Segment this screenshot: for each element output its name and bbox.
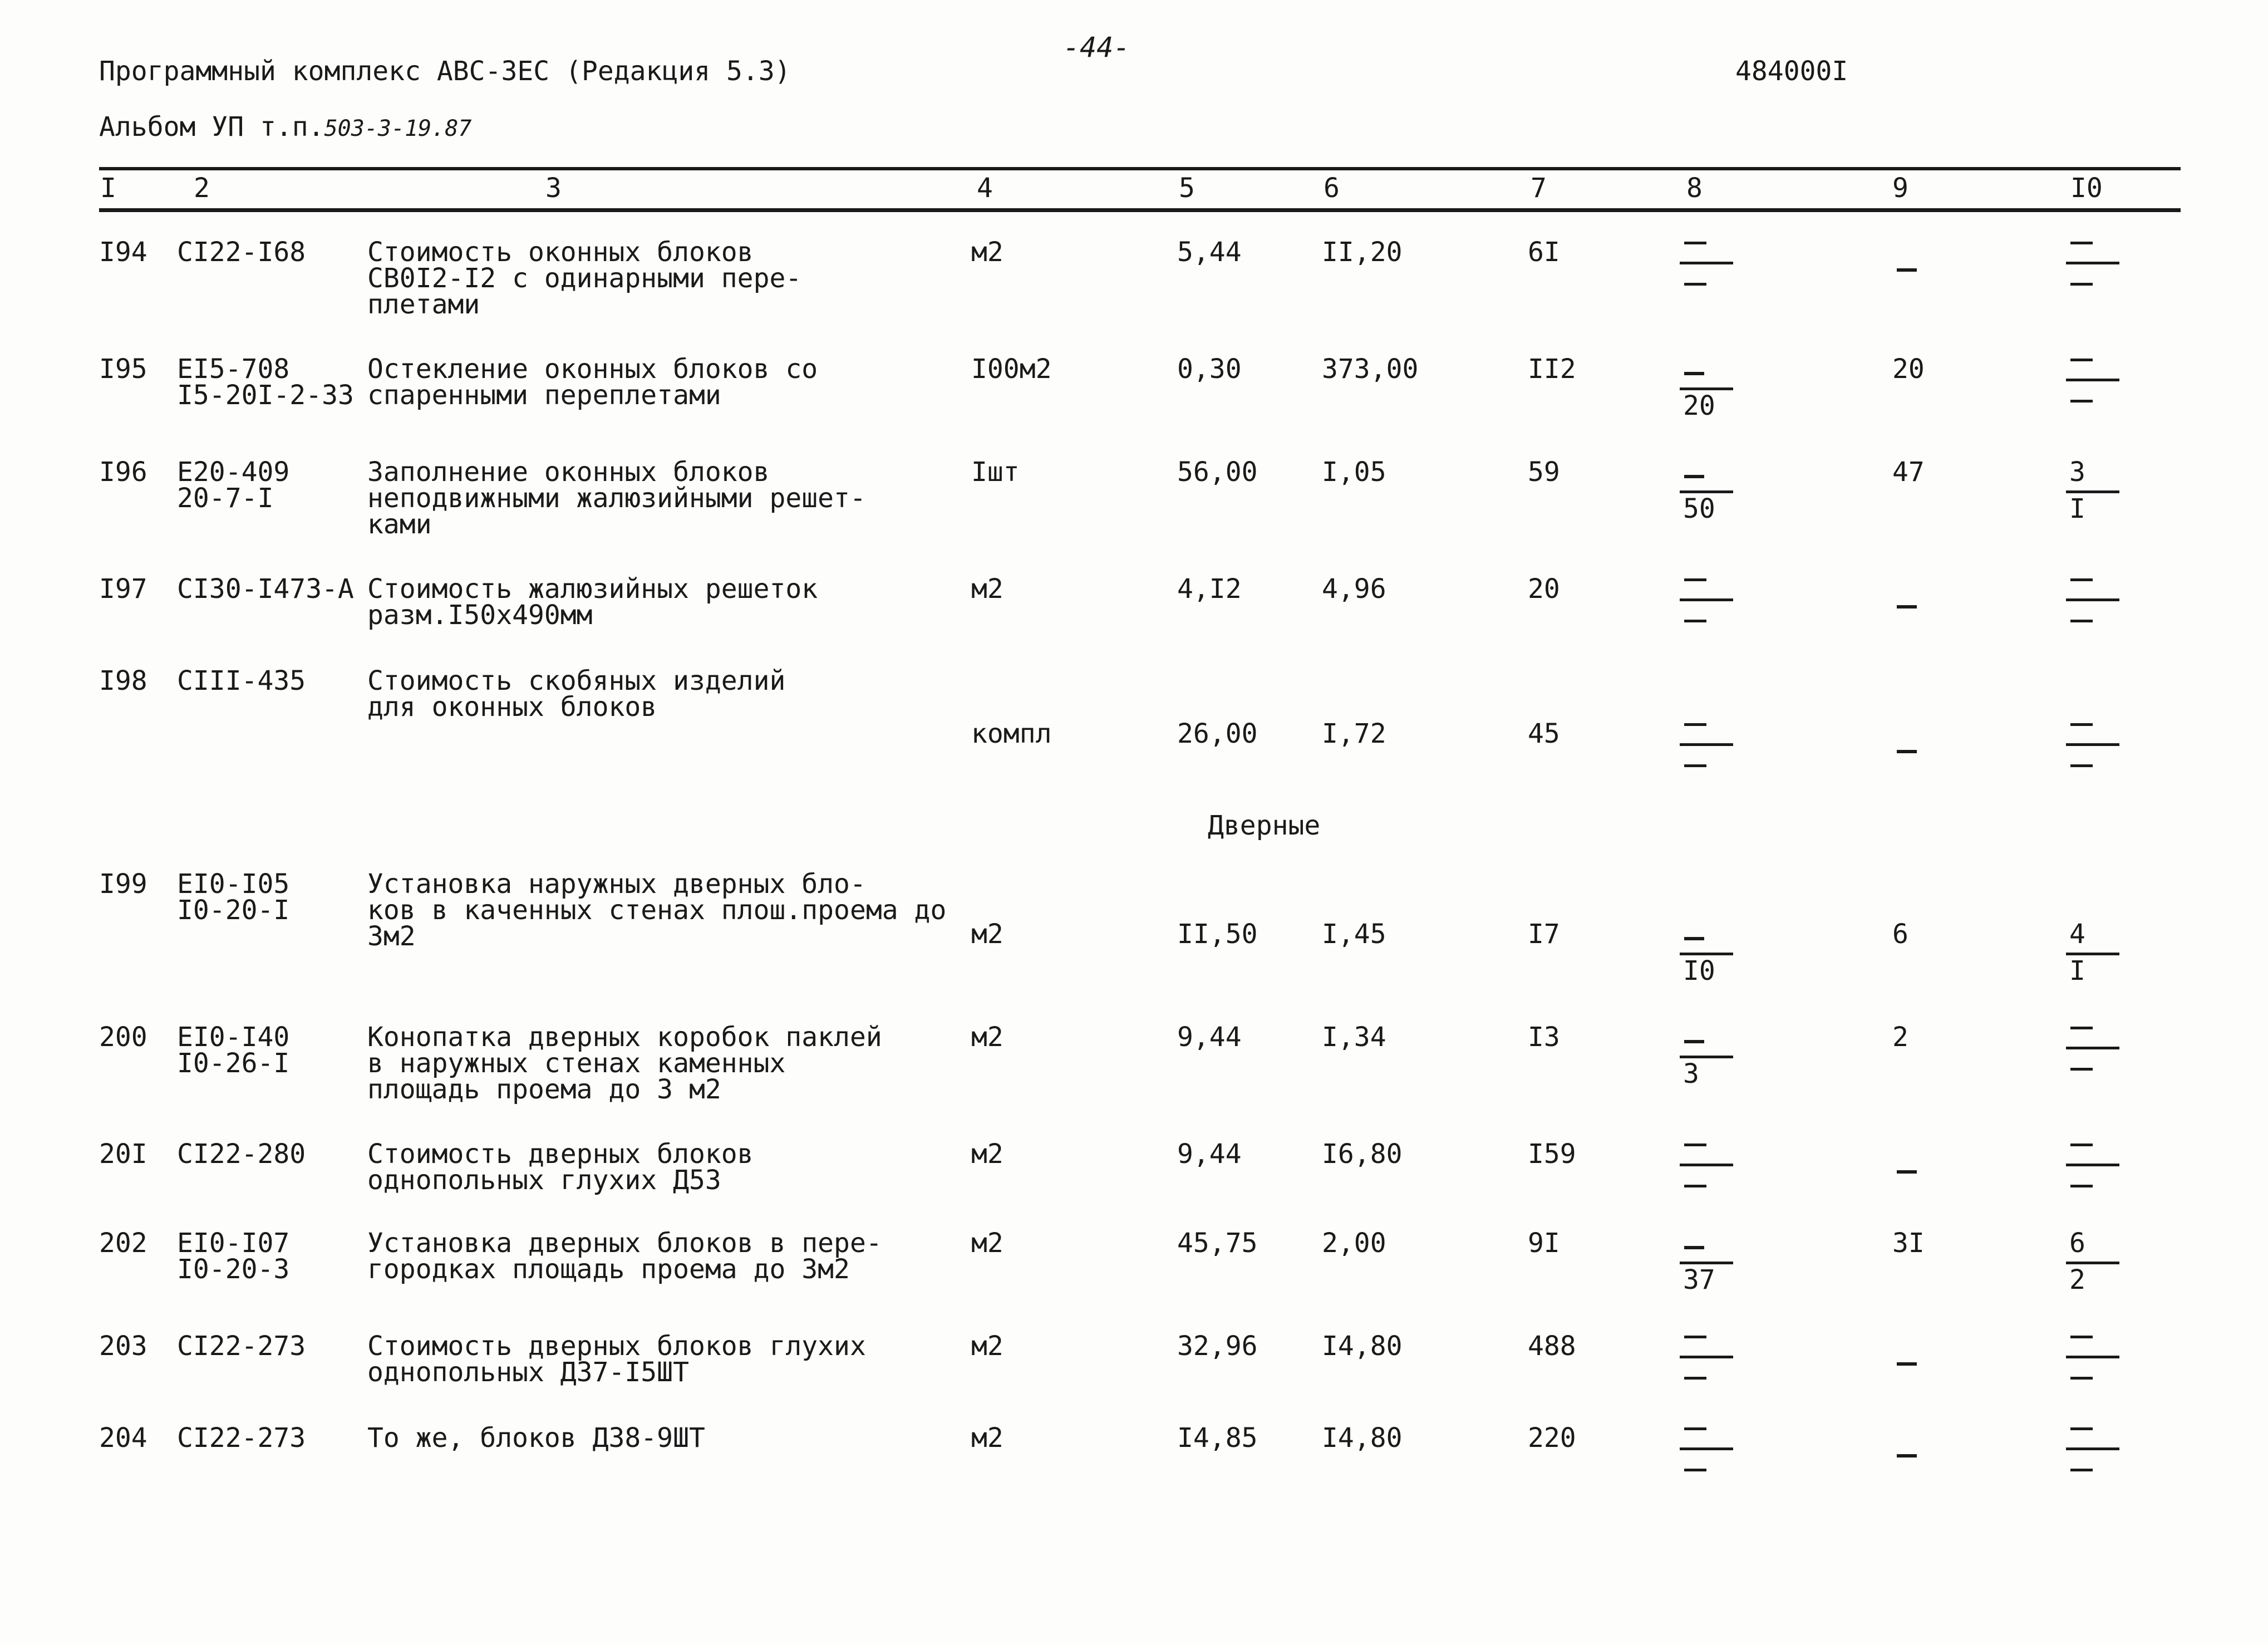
unit-price: I4,80	[1322, 1422, 1403, 1454]
quantity: 5,44	[1177, 237, 1242, 268]
document-code: 484000I	[1735, 56, 1848, 87]
column-header-8: 8	[1686, 173, 1703, 204]
fraction-denominator: 50	[1683, 493, 1715, 524]
unit-price: 2,00	[1322, 1228, 1386, 1259]
description-line: Конопатка дверных коробок паклей	[367, 1022, 882, 1053]
unit-price: I,34	[1322, 1022, 1386, 1053]
fraction-bar	[2066, 1164, 2119, 1166]
rate-code	[177, 868, 290, 926]
unit-price: I6,80	[1322, 1138, 1403, 1170]
description-line: неподвижными жалюзийными решет-	[367, 483, 866, 514]
description-line: Стоимость скобяных изделий	[367, 665, 786, 696]
work-description	[367, 868, 947, 952]
fraction-bar	[1680, 262, 1733, 264]
description-line: Установка дверных блоков в пере-	[367, 1228, 882, 1259]
fraction-bar	[1680, 1164, 1733, 1166]
unit-of-measure: м2	[971, 1228, 1003, 1259]
column-header-4: 4	[977, 173, 993, 204]
description-line: Стоимость оконных блоков	[367, 237, 754, 268]
dash-mark	[1684, 937, 1704, 940]
header-title: Программный комплекс АВС-3ЕС (Редакция 5.3)	[99, 56, 791, 87]
section-heading: Дверные	[1208, 810, 1321, 841]
description-line: однопольных глухих Д53	[367, 1165, 721, 1196]
fraction-denominator	[2070, 1068, 2093, 1071]
column-9-dash	[1897, 268, 1917, 272]
fraction-denominator	[1684, 1469, 1706, 1471]
fraction-denominator	[1684, 283, 1706, 286]
unit-price: I,72	[1322, 718, 1386, 749]
description-line: для оконных блоков	[367, 691, 657, 723]
rate-code-line: CI22-273	[177, 1331, 306, 1362]
row-number: 204	[99, 1422, 147, 1454]
rate-code-line: CIII-435	[177, 665, 306, 696]
fraction-bar	[1680, 1356, 1733, 1358]
rate-code-line: I5-20I-2-33	[177, 380, 354, 411]
column-10-fraction	[2066, 1333, 2133, 1406]
dash-mark	[1684, 372, 1704, 375]
column-header-3: 3	[545, 173, 562, 204]
quantity: 9,44	[1177, 1138, 1242, 1170]
column-10-fraction	[2066, 459, 2133, 532]
unit-of-measure: I00м2	[971, 354, 1052, 385]
fraction-bar	[2066, 262, 2119, 264]
row-number: I96	[99, 457, 147, 488]
table-header-rule	[99, 208, 2181, 212]
column-10-fraction	[2066, 239, 2133, 312]
column-8-fraction	[1680, 356, 1746, 429]
fraction-denominator	[2070, 283, 2093, 286]
unit-of-measure: м2	[971, 237, 1003, 268]
fraction-bar	[1680, 1447, 1733, 1450]
total-cost: 45	[1528, 718, 1560, 749]
fraction-denominator: 37	[1683, 1264, 1715, 1295]
page-number: -44-	[1063, 31, 1130, 63]
column-10-fraction	[2066, 1141, 2133, 1214]
row-number: 202	[99, 1228, 147, 1259]
fraction-bar	[2066, 598, 2119, 601]
description-line: спаренными переплетами	[367, 380, 721, 411]
row-number: 200	[99, 1022, 147, 1053]
unit-price: 4,96	[1322, 573, 1386, 605]
column-9-dash	[1897, 750, 1917, 753]
fraction-denominator	[2070, 1377, 2093, 1380]
column-10-fraction	[2066, 576, 2133, 649]
fraction-denominator	[2070, 620, 2093, 622]
column-10-fraction	[2066, 721, 2133, 793]
row-number: I97	[99, 573, 147, 605]
column-10-fraction	[2066, 356, 2133, 429]
description-line: разм.I50х490мм	[367, 600, 593, 631]
fraction-numerator	[2070, 359, 2093, 361]
rate-code-line: E20-409	[177, 457, 290, 488]
fraction-numerator	[2070, 242, 2093, 244]
unit-of-measure: м2	[971, 919, 1003, 950]
rate-code-line: CI22-I68	[177, 237, 306, 268]
fraction-denominator	[1684, 1185, 1706, 1187]
row-number: I98	[99, 665, 147, 696]
column-8-fraction	[1680, 1425, 1746, 1498]
fraction-numerator	[2070, 1427, 2093, 1430]
total-cost: 6I	[1528, 237, 1560, 268]
column-header-2: 2	[194, 173, 210, 204]
fraction-bar	[2066, 379, 2119, 381]
column-8-fraction	[1680, 1141, 1746, 1214]
unit-price: I4,80	[1322, 1331, 1403, 1362]
column-8-fraction	[1680, 239, 1746, 312]
row-number: I94	[99, 237, 147, 268]
rate-code-line: EI0-I40	[177, 1022, 290, 1053]
column-8-fraction	[1680, 1333, 1746, 1406]
fraction-numerator	[1684, 578, 1706, 581]
column-header-6: 6	[1324, 173, 1340, 204]
album-label-text: Альбом УП т.п.	[99, 111, 324, 143]
fraction-numerator	[1684, 1144, 1706, 1146]
fraction-bar	[2066, 1447, 2119, 1450]
fraction-denominator: I0	[1683, 955, 1715, 987]
quantity: 56,00	[1177, 457, 1258, 488]
description-line: плетами	[367, 289, 480, 320]
column-9-value: 6	[1892, 919, 1908, 950]
unit-price: I,45	[1322, 919, 1386, 950]
column-header-7: 7	[1531, 173, 1547, 204]
unit-price: II,20	[1322, 237, 1403, 268]
quantity: 26,00	[1177, 718, 1258, 749]
description-line: Установка наружных дверных бло-	[367, 868, 866, 900]
unit-of-measure: Iшт	[971, 457, 1020, 488]
fraction-bar	[2066, 1356, 2119, 1358]
rate-code	[177, 1230, 289, 1283]
total-cost: II2	[1528, 354, 1576, 385]
fraction-numerator	[2070, 723, 2093, 726]
rate-code	[177, 459, 289, 512]
fraction-numerator	[2070, 1336, 2093, 1338]
fraction-numerator	[2070, 578, 2093, 581]
column-9-value: 20	[1892, 354, 1925, 385]
unit-of-measure: компл	[971, 718, 1052, 749]
rate-code	[177, 356, 354, 409]
unit-of-measure: м2	[971, 1022, 1003, 1053]
quantity: I4,85	[1177, 1422, 1258, 1454]
rate-code-line: CI30-I473-A	[177, 573, 354, 605]
fraction-numerator	[1684, 242, 1706, 244]
column-9-value: 3I	[1892, 1228, 1925, 1259]
work-description	[367, 1422, 705, 1454]
fraction-numerator	[2070, 1144, 2093, 1146]
column-10-fraction	[2066, 1230, 2133, 1303]
unit-price: I,05	[1322, 457, 1386, 488]
total-cost: 220	[1528, 1422, 1576, 1454]
column-8-fraction	[1680, 1230, 1746, 1303]
column-header-9: 9	[1892, 173, 1908, 204]
dash-mark	[1684, 1040, 1704, 1043]
fraction-bar	[1680, 743, 1733, 746]
description-line: То же, блоков Д38-9ШТ	[367, 1422, 705, 1454]
fraction-numerator: 4	[2069, 919, 2085, 950]
column-header-10: I0	[2070, 173, 2103, 204]
column-10-fraction	[2066, 1024, 2133, 1097]
quantity: 9,44	[1177, 1022, 1242, 1053]
fraction-denominator	[1684, 620, 1706, 622]
rate-code-line: EI0-I05	[177, 868, 290, 900]
work-description	[367, 1230, 882, 1283]
description-line: Заполнение оконных блоков	[367, 457, 770, 488]
table-top-rule	[99, 167, 2181, 170]
quantity: 32,96	[1177, 1331, 1258, 1362]
fraction-denominator: 2	[2069, 1264, 2085, 1295]
rate-code-line: CI22-280	[177, 1138, 306, 1170]
fraction-denominator: I	[2069, 493, 2085, 524]
column-8-fraction	[1680, 459, 1746, 532]
fraction-denominator: I	[2069, 955, 2085, 987]
work-description	[367, 1138, 754, 1196]
total-cost: 9I	[1528, 1228, 1560, 1259]
work-description	[367, 1333, 866, 1386]
description-line: Стоимость дверных блоков глухих	[367, 1331, 866, 1362]
column-9-value: 2	[1892, 1022, 1908, 1053]
album-reference: 503-3-19.87	[324, 116, 472, 141]
rate-code-line: EI0-I07	[177, 1228, 290, 1259]
column-9-dash	[1897, 605, 1917, 608]
dash-mark	[1684, 475, 1704, 478]
unit-of-measure: м2	[971, 1422, 1003, 1454]
fraction-denominator	[1684, 764, 1706, 767]
description-line: Стоимость жалюзийных решеток	[367, 573, 818, 605]
fraction-denominator: 20	[1683, 390, 1715, 421]
column-8-fraction	[1680, 576, 1746, 649]
fraction-numerator: 6	[2069, 1228, 2085, 1259]
work-description	[367, 459, 866, 538]
fraction-denominator	[2070, 1185, 2093, 1187]
column-10-fraction	[2066, 1425, 2133, 1498]
column-10-fraction	[2066, 921, 2133, 994]
fraction-denominator: 3	[1683, 1058, 1699, 1090]
rate-code-line: CI22-273	[177, 1422, 306, 1454]
rate-code-line: I0-26-I	[177, 1048, 290, 1079]
fraction-bar	[2066, 743, 2119, 746]
fraction-bar	[1680, 598, 1733, 601]
rate-code	[177, 239, 306, 266]
description-line: СВ0I2-I2 с одинарными пере-	[367, 263, 802, 294]
rate-code-line: EI5-708	[177, 354, 290, 385]
fraction-numerator	[1684, 1427, 1706, 1430]
work-description	[367, 665, 786, 723]
rate-code-line: I0-20-3	[177, 1254, 290, 1285]
album-label	[99, 111, 471, 143]
rate-code-line: 20-7-I	[177, 483, 274, 514]
description-line: площадь проема до 3 м2	[367, 1074, 721, 1105]
rate-code	[177, 1138, 306, 1170]
fraction-denominator	[2070, 764, 2093, 767]
fraction-denominator	[2070, 400, 2093, 403]
dash-mark	[1684, 1246, 1704, 1249]
description-line: Остекление оконных блоков со	[367, 354, 818, 385]
total-cost: I59	[1528, 1138, 1576, 1170]
description-line: городках площадь проема до 3м2	[367, 1254, 850, 1285]
column-9-dash	[1897, 1362, 1917, 1366]
column-8-fraction	[1680, 921, 1746, 994]
unit-price: 373,00	[1322, 354, 1419, 385]
column-9-dash	[1897, 1170, 1917, 1174]
row-number: I99	[99, 868, 147, 900]
work-description	[367, 239, 801, 318]
rate-code	[177, 1024, 289, 1077]
column-9-value: 47	[1892, 457, 1925, 488]
description-line: 3м2	[367, 921, 416, 952]
quantity: 0,30	[1177, 354, 1242, 385]
fraction-denominator	[2070, 1469, 2093, 1471]
description-line: в наружных стенах каменных	[367, 1048, 786, 1079]
row-number: 20I	[99, 1138, 147, 1170]
fraction-denominator	[1684, 1377, 1706, 1380]
fraction-numerator	[1684, 723, 1706, 726]
rate-code	[177, 1422, 306, 1454]
description-line: однопольных Д37-I5ШТ	[367, 1357, 689, 1388]
column-8-fraction	[1680, 1024, 1746, 1097]
total-cost: I7	[1528, 919, 1560, 950]
column-header-1: I	[100, 173, 116, 204]
rate-code	[177, 573, 354, 605]
unit-of-measure: м2	[971, 1331, 1003, 1362]
fraction-numerator: 3	[2069, 457, 2085, 488]
fraction-numerator	[1684, 1336, 1706, 1338]
rate-code	[177, 1333, 306, 1360]
unit-of-measure: м2	[971, 573, 1003, 605]
description-line: Стоимость дверных блоков	[367, 1138, 754, 1170]
total-cost: 20	[1528, 573, 1560, 605]
fraction-numerator	[2070, 1027, 2093, 1029]
quantity: 4,I2	[1177, 573, 1242, 605]
row-number: 203	[99, 1331, 147, 1362]
column-9-dash	[1897, 1454, 1917, 1457]
row-number: I95	[99, 354, 147, 385]
work-description	[367, 573, 818, 631]
total-cost: I3	[1528, 1022, 1560, 1053]
column-8-fraction	[1680, 721, 1746, 793]
work-description	[367, 1024, 882, 1103]
quantity: II,50	[1177, 919, 1258, 950]
column-header-5: 5	[1179, 173, 1195, 204]
total-cost: 59	[1528, 457, 1560, 488]
rate-code	[177, 665, 306, 696]
quantity: 45,75	[1177, 1228, 1258, 1259]
description-line: ками	[367, 509, 432, 540]
total-cost: 488	[1528, 1331, 1576, 1362]
fraction-bar	[2066, 1047, 2119, 1049]
description-line: ков в каченных стенах плош.проема до	[367, 895, 947, 926]
rate-code-line: I0-20-I	[177, 895, 290, 926]
work-description	[367, 356, 818, 409]
unit-of-measure: м2	[971, 1138, 1003, 1170]
